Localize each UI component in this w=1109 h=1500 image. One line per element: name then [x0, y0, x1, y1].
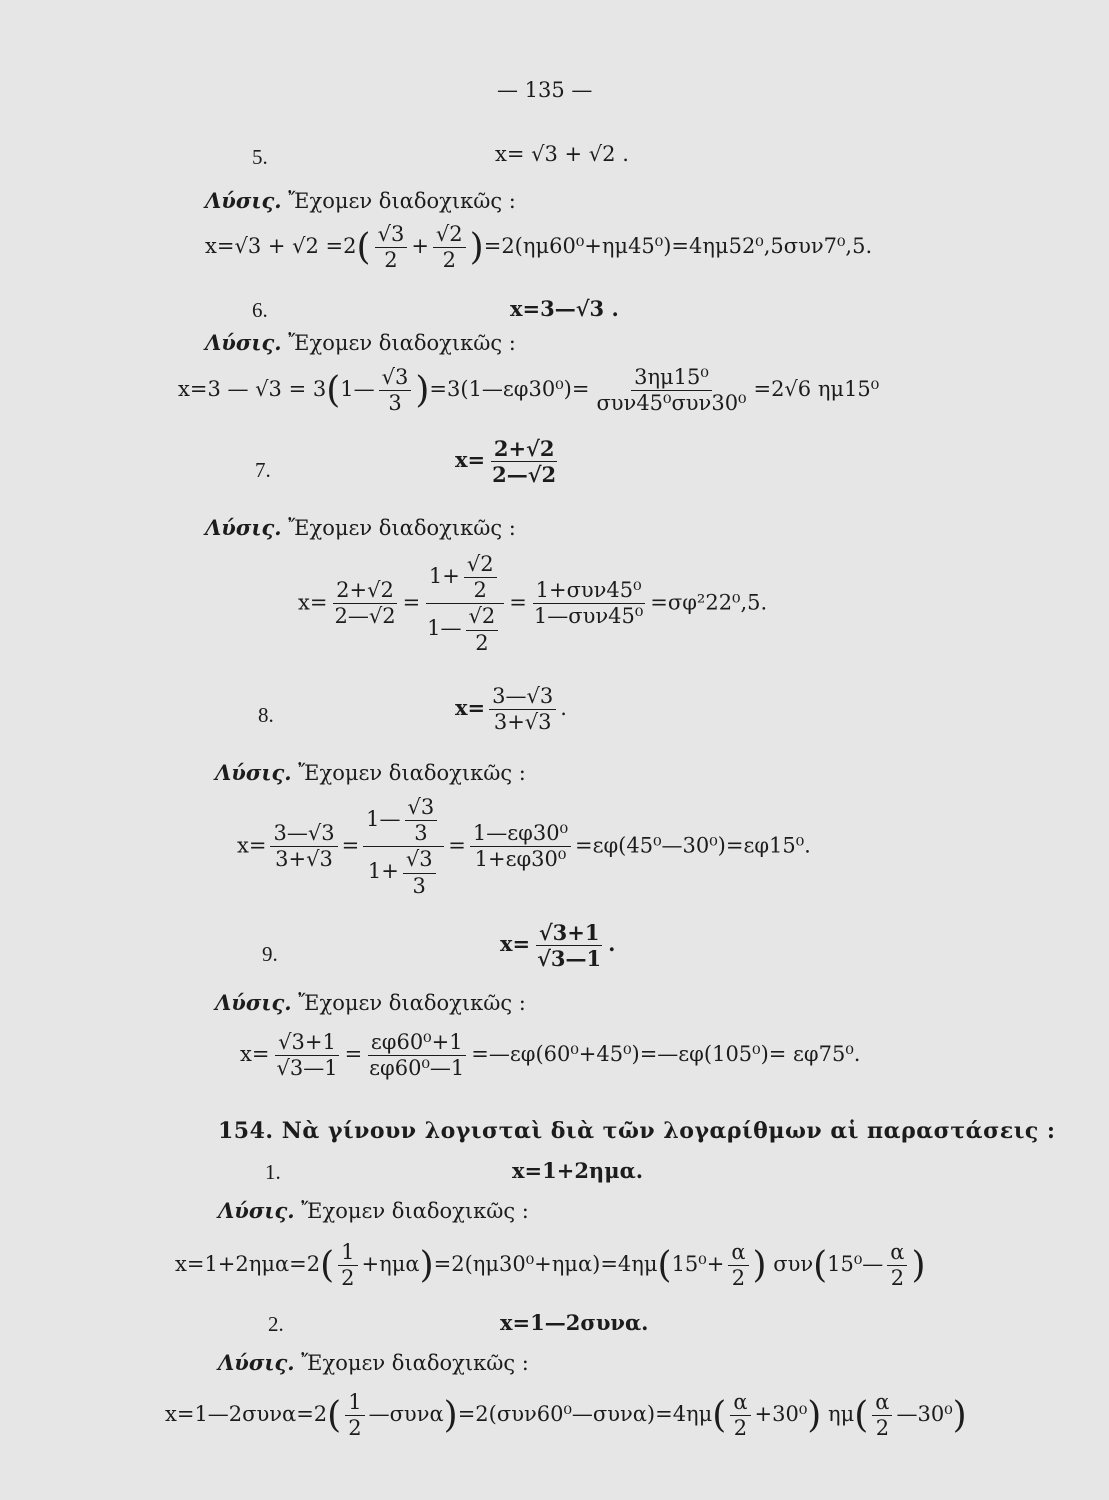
fraction	[534, 920, 604, 971]
solution-label	[205, 515, 516, 540]
solution-equation: x=1—2συνα=2( $\frac{1}{2}$ —συνα)=2(συν60⁰—συνα)=4ημ( $\frac{\alpha}{2}$ +30⁰) ημ( $\frac{\alpha}{2}$ —30⁰)	[165, 1390, 967, 1441]
problem-statement: x=1+2ημα.	[512, 1158, 644, 1183]
denominator: 2—√2	[334, 604, 396, 629]
equation-part: +ημα	[361, 1252, 420, 1277]
problem-statement: x= √3 + √2 .	[495, 142, 629, 166]
denominator: 2	[384, 248, 398, 273]
numerator: εφ60⁰+1	[368, 1030, 466, 1056]
lysis-label: Λύσις.	[205, 188, 282, 213]
numerator: √3+1	[536, 920, 603, 946]
equation-part: =σφ²22⁰,5.	[650, 590, 768, 615]
fraction	[593, 365, 749, 416]
denominator: √3—1	[276, 1056, 338, 1081]
denominator: √3—1	[537, 946, 602, 972]
lysis-label: Λύσις.	[218, 1350, 295, 1375]
equation-part: 1—	[366, 807, 401, 832]
equation-part: =—εφ(60⁰+45⁰)=—εφ(105⁰)= εφ75⁰.	[471, 1042, 861, 1067]
solution-equation	[298, 552, 767, 656]
numerator: 3—√3	[489, 684, 556, 710]
solution-label	[218, 1198, 529, 1223]
numerator: √2	[433, 222, 466, 248]
problem-statement	[455, 684, 567, 735]
equation-part: x=	[500, 931, 531, 957]
solution-label	[215, 760, 526, 785]
equation-part: =εφ(45⁰—30⁰)=εφ15⁰.	[575, 833, 811, 858]
fraction	[375, 222, 408, 273]
equation-part: x=	[298, 590, 328, 615]
solution-equation: x=√3 + √2 =2( $\frac{√3}{2}$ + $\frac{√2}{2}$ )=2(ημ60⁰+ημ45⁰)=4ημ52⁰,5συν7⁰,5.	[205, 222, 873, 273]
lysis-text: Ἔχομεν διαδοχικῶς :	[301, 1199, 529, 1223]
lysis-label: Λύσις.	[218, 1198, 295, 1223]
operator: =	[341, 833, 360, 858]
problem-number: 7.	[255, 458, 271, 482]
section-heading: 154. Νὰ γίνουν λογισταὶ διὰ τῶν λογαρίθμων αἱ παραστάσεις :	[218, 1118, 1056, 1144]
equation-part: 15⁰+	[671, 1252, 725, 1277]
problem-number: 6.	[252, 298, 268, 322]
problem-statement	[500, 920, 615, 971]
solution-equation	[240, 1030, 860, 1081]
problem-number: 8.	[258, 703, 274, 727]
compound-fraction	[424, 552, 505, 656]
denominator	[365, 847, 443, 898]
equation-part: —30⁰	[896, 1402, 953, 1427]
fraction	[466, 604, 499, 655]
denominator: 2	[475, 630, 489, 655]
numerator: 3ημ15⁰	[631, 365, 712, 391]
numerator: √3	[379, 365, 412, 391]
numerator	[363, 795, 444, 847]
fraction	[405, 795, 438, 846]
denominator: 2	[341, 1266, 355, 1291]
page-number: — 135 —	[497, 78, 593, 102]
denominator: 2	[442, 248, 456, 273]
denominator: 2	[473, 578, 487, 603]
denominator: 1—συν45⁰	[533, 604, 644, 629]
equation-part: 1—	[427, 616, 462, 641]
fraction	[531, 578, 646, 629]
denominator: 3+√3	[493, 710, 552, 735]
lysis-label: Λύσις.	[205, 330, 282, 355]
denominator: 3	[412, 873, 426, 898]
numerator: 1	[338, 1240, 357, 1266]
problem-number: 1.	[265, 1160, 281, 1184]
equation-part: x=	[240, 1042, 270, 1067]
equation-part: =2(συν60⁰—συνα)=4ημ	[457, 1402, 713, 1427]
fraction	[403, 847, 436, 898]
problem-statement: x=1—2συνα.	[500, 1310, 649, 1335]
equation-part: 15⁰—	[827, 1252, 884, 1277]
numerator: √2	[466, 604, 499, 630]
fraction	[730, 1390, 750, 1441]
lysis-label: Λύσις.	[205, 515, 282, 540]
equation-part: .	[608, 931, 616, 957]
numerator: 1	[345, 1390, 364, 1416]
solution-equation	[237, 795, 811, 899]
fraction	[887, 1240, 907, 1291]
denominator: 2	[890, 1266, 905, 1291]
equation-part: =2(ημ30⁰+ημα)=4ημ	[433, 1252, 658, 1277]
solution-label	[218, 1350, 529, 1375]
equation-part: x=√3 + √2 =2	[205, 234, 357, 259]
compound-fraction	[363, 795, 444, 899]
lysis-text: Ἔχομεν διαδοχικῶς :	[298, 761, 526, 785]
fraction	[379, 365, 412, 416]
numerator: 1—εφ30⁰	[470, 821, 571, 847]
numerator: √3	[405, 795, 438, 821]
numerator: √3	[375, 222, 408, 248]
denominator: 2	[733, 1416, 748, 1441]
denominator: εφ60⁰—1	[369, 1056, 465, 1081]
equation-part: x=	[455, 447, 486, 473]
problem-number: 9.	[262, 942, 278, 966]
lysis-text: Ἔχομεν διαδοχικῶς :	[288, 189, 516, 213]
fraction	[366, 1030, 467, 1081]
operator: +	[411, 234, 429, 259]
equation-part: +30⁰	[754, 1402, 808, 1427]
lysis-text: Ἔχομεν διαδοχικῶς :	[288, 516, 516, 540]
fraction	[270, 821, 337, 872]
solution-label	[205, 188, 516, 213]
numerator: √2	[464, 552, 497, 578]
numerator: √3	[403, 847, 436, 873]
fraction	[470, 821, 571, 872]
denominator: 3	[388, 391, 402, 416]
equation-part: .	[560, 696, 567, 721]
numerator: α	[872, 1390, 892, 1416]
numerator: 3—√3	[270, 821, 337, 847]
denominator: 3	[414, 821, 428, 846]
equation-part: x=1—2συνα=2	[165, 1402, 328, 1427]
lysis-text: Ἔχομεν διαδοχικῶς :	[288, 331, 516, 355]
numerator: α	[728, 1240, 748, 1266]
denominator: 3+√3	[275, 847, 333, 872]
numerator: 1+συν45⁰	[533, 578, 645, 604]
fraction	[464, 552, 497, 603]
equation-part: 1+	[367, 859, 399, 884]
denominator: 2	[875, 1416, 890, 1441]
problem-statement: x=3—√3 .	[510, 296, 619, 321]
numerator	[426, 552, 504, 604]
equation-part: —συνα	[368, 1402, 444, 1427]
equation-part: =2(ημ60⁰+ημ45⁰)=4ημ52⁰,5συν7⁰,5.	[483, 234, 873, 259]
lysis-label: Λύσις.	[215, 760, 292, 785]
denominator: συν45⁰συν30⁰	[596, 391, 747, 416]
operator: =	[509, 590, 527, 615]
numerator: 2+√2	[333, 578, 397, 604]
denominator: 2—√2	[492, 462, 557, 488]
lysis-text: Ἔχομεν διαδοχικῶς :	[298, 991, 526, 1015]
fraction	[273, 1030, 340, 1081]
solution-label	[205, 330, 516, 355]
denominator: 1+εφ30⁰	[474, 847, 567, 872]
operator: =	[448, 833, 466, 858]
fraction	[489, 684, 556, 735]
operator: =	[402, 590, 421, 615]
equation-part: ημ	[828, 1402, 855, 1427]
operator: =	[344, 1042, 363, 1067]
denominator: 2	[348, 1416, 362, 1441]
equation-part: =2√6 ημ15⁰	[753, 377, 880, 402]
equation-part: =3(1—εφ30⁰)=	[429, 377, 590, 402]
solution-equation: x=1+2ημα=2( $\frac{1}{2}$ +ημα)=2(ημ30⁰+ημα)=4ημ(15⁰+ $\frac{\alpha}{2}$ ) συν(15⁰— $\frac{\alpha}{2}$ )	[175, 1240, 926, 1291]
equation-part: 1+	[428, 564, 460, 589]
numerator: 2+√2	[491, 436, 558, 462]
solution-label	[215, 990, 526, 1015]
problem-number: 5.	[252, 145, 268, 169]
equation-part: συν	[773, 1252, 814, 1277]
solution-equation: x=3 — √3 = 3(1— $\frac{√3}{3}$ )=3(1—εφ30⁰)= $\frac{\text{3ημ15⁰}}{\text{συν45⁰συν30⁰}}$ =2√6 ημ15⁰	[178, 365, 880, 416]
fraction	[489, 436, 559, 487]
fraction	[872, 1390, 892, 1441]
denominator: 2	[731, 1266, 746, 1291]
problem-statement	[455, 436, 563, 487]
numerator: √3+1	[275, 1030, 339, 1056]
problem-number: 2.	[268, 1312, 284, 1336]
equation-part: 1—	[340, 377, 375, 402]
fraction	[338, 1240, 357, 1291]
equation-part: x=3 — √3 = 3	[178, 377, 327, 402]
fraction	[728, 1240, 748, 1291]
fraction	[433, 222, 466, 273]
lysis-label: Λύσις.	[215, 990, 292, 1015]
fraction	[345, 1390, 364, 1441]
equation-part: x=	[237, 833, 267, 858]
equation-part: x=	[455, 695, 486, 721]
numerator: α	[887, 1240, 907, 1266]
numerator: α	[730, 1390, 750, 1416]
lysis-text: Ἔχομεν διαδοχικῶς :	[301, 1351, 529, 1375]
fraction	[331, 578, 398, 629]
equation-part: x=1+2ημα=2	[175, 1252, 321, 1277]
denominator	[424, 604, 505, 655]
